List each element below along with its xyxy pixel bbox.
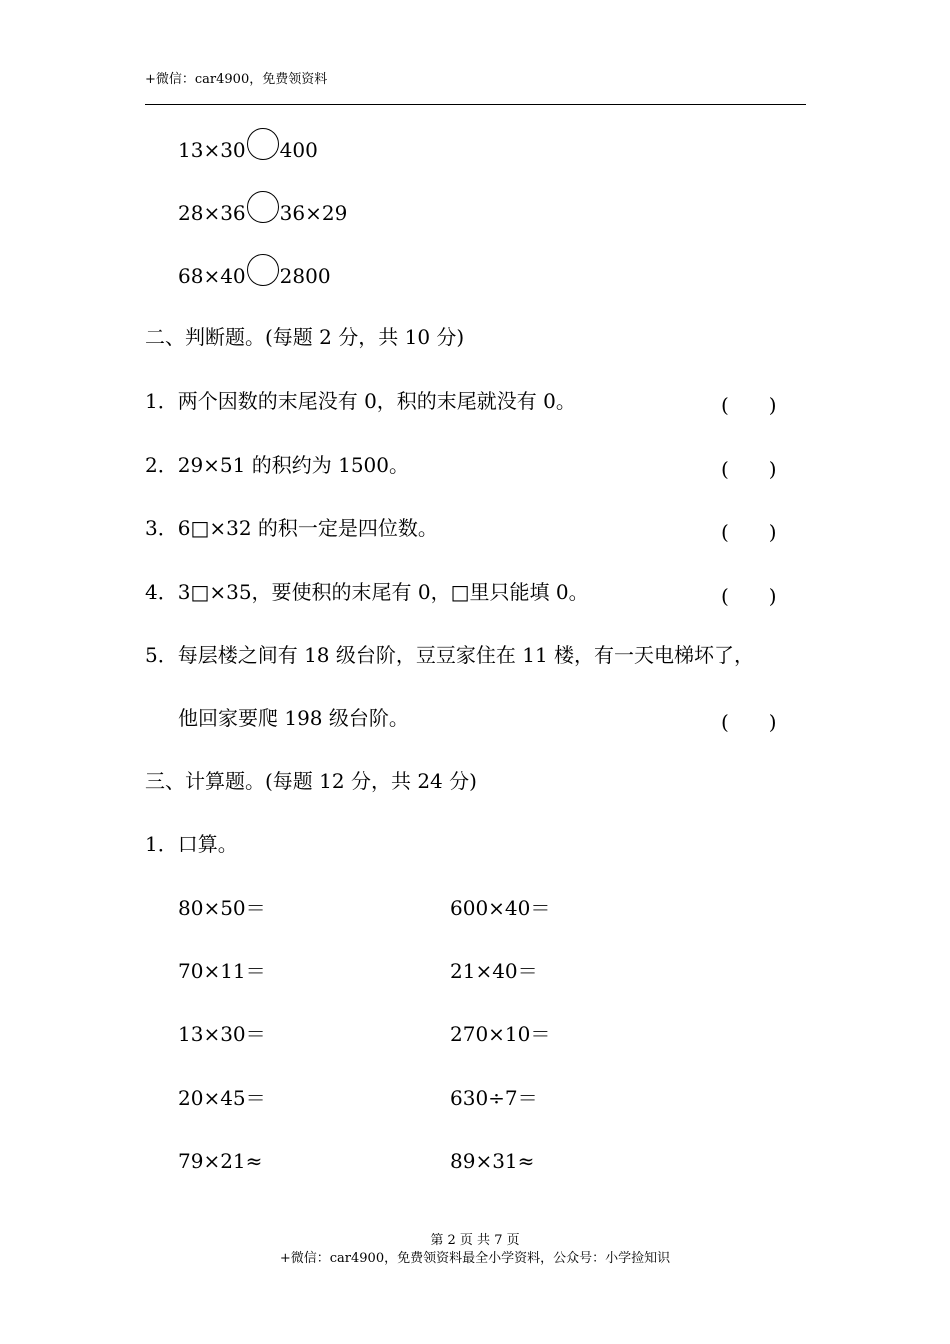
compare-right: 2800 [279,264,331,288]
header-text: +微信：car4900，免费领资料 [145,72,328,87]
answer-paren[interactable]: ( ) [721,393,777,417]
compare-left: 28×36 [178,201,246,225]
compare-item [178,260,331,292]
compare-right: 400 [279,138,318,162]
calc-item: 70×11＝ [178,959,266,983]
footer-note: +微信：car4900，免费领资料最全小学资料，公众号：小学捡知识 [279,1251,671,1266]
compare-left: 13×30 [178,138,246,162]
section-title: 三、计算题。(每题 12 分，共 24 分) [145,769,477,793]
page-number: 第 2 页 共 7 页 [430,1233,520,1248]
section-title: 二、判断题。(每题 2 分，共 10 分) [145,325,465,349]
compare-right: 36×29 [279,201,348,225]
calc-item: 20×45＝ [178,1086,266,1110]
compare-item [178,197,347,229]
judge-item-text: 3．6□×32 的积一定是四位数。 [145,516,438,540]
judge-item-text: 4．3□×35，要使积的末尾有 0，□里只能填 0。 [145,580,589,604]
judge-item-text: 5．每层楼之间有 18 级台阶，豆豆家住在 11 楼，有一天电梯坏了， [145,643,755,667]
compare-item [178,134,318,166]
calc-item: 13×30＝ [178,1022,266,1046]
answer-circle-icon[interactable] [247,254,279,286]
judge-item-text: 2．29×51 的积约为 1500。 [145,453,409,477]
calc-item: 80×50＝ [178,896,266,920]
header-divider [145,104,806,105]
calc-item: 21×40＝ [450,959,538,983]
answer-paren[interactable]: ( ) [721,710,777,734]
answer-paren[interactable]: ( ) [721,457,777,481]
judge-item-text: 1．两个因数的末尾没有 0，积的末尾就没有 0。 [145,389,576,413]
calc-item: 79×21≈ [178,1149,263,1173]
calc-item: 89×31≈ [450,1149,535,1173]
answer-paren[interactable]: ( ) [721,520,777,544]
judge-item-text-cont: 他回家要爬 198 级台阶。 [178,706,409,730]
answer-paren[interactable]: ( ) [721,584,777,608]
subsection-title: 1．口算。 [145,832,238,856]
answer-circle-icon[interactable] [247,191,279,223]
calc-item: 270×10＝ [450,1022,551,1046]
calc-item: 600×40＝ [450,896,551,920]
answer-circle-icon[interactable] [247,128,279,160]
compare-left: 68×40 [178,264,246,288]
calc-item: 630÷7＝ [450,1086,538,1110]
